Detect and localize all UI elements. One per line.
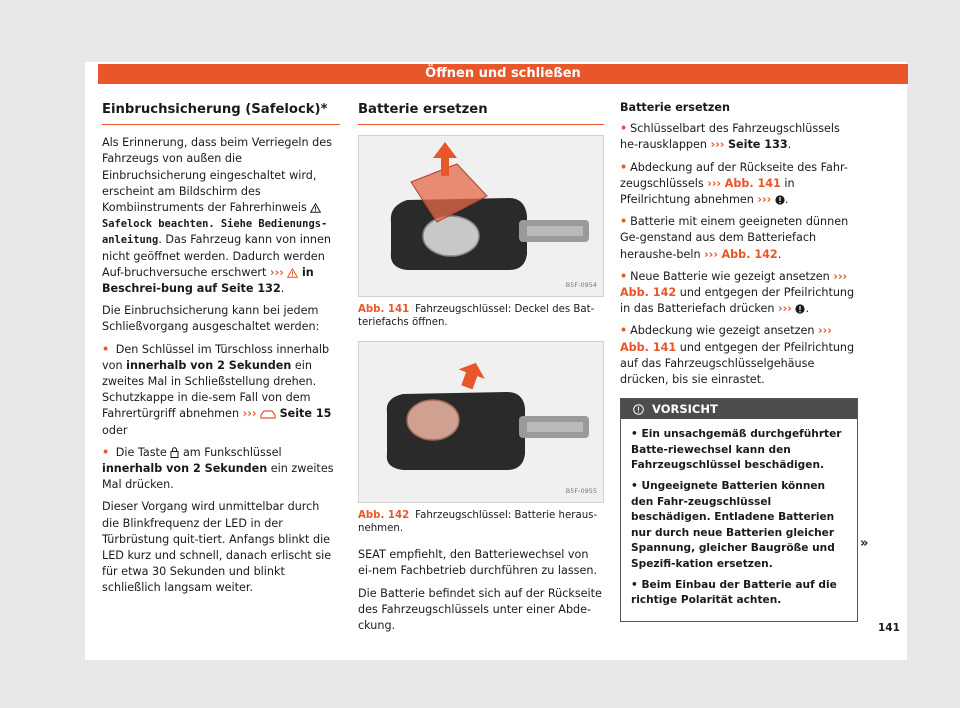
list-item: • Den Schlüssel im Türschloss innerhalb von innerhalb von 2 Sekunden ein zweites Mal in Schließstellung drehen. Schutzkappe in die-sem Fall von dem Fahrertürgriff abnehmen ››› Seite 15 oder: [102, 342, 332, 437]
warning-triangle-icon: [287, 268, 298, 278]
continued-marker: »: [860, 536, 869, 551]
figure-141-image: [358, 135, 604, 297]
list-item: • Schlüsselbart des Fahrzeugschlüssels he-rausklappen ››› Seite 133.: [620, 122, 840, 152]
warning-item: • Ein unsachgemäß durchgeführter Batte-riewechsel kann den Fahrzeugschlüssel beschädigen.: [631, 428, 842, 472]
key-cover-illustration: [359, 136, 604, 297]
figure-reference-link[interactable]: Abb. 141: [620, 340, 677, 354]
figure-code: B5F-0954: [565, 281, 597, 289]
warning-item: • Ungeeignete Batterien können den Fahr-zeugschlüssel beschädigen. Entladene Batterien nur durch neue Batterien gleicher Spannung, gleicher Baugröße und Spezifi-kation ersetzen.: [631, 480, 835, 570]
driver-message: Safelock beachten. Siehe Bedienungs-anleitung: [102, 218, 328, 247]
page-reference-link[interactable]: Seite 133: [727, 138, 788, 152]
list-item: • Abdeckung wie gezeigt ansetzen ››› Abb. 141 und entgegen der Pfeilrichtung auf das Fahrzeugschlüsselgehäuse drücken, bis sie einrastet.: [620, 324, 855, 387]
caution-circle-icon: [633, 404, 644, 415]
figure-142-caption: Abb. 142 Fahrzeugschlüssel: Batterie heraus-nehmen.: [358, 510, 598, 535]
info-circle-icon: [795, 304, 805, 314]
car-key-icon: [260, 409, 276, 420]
lock-icon: [170, 447, 179, 458]
figure-141-caption: Abb. 141 Fahrzeugschlüssel: Deckel des Bat-teriefachs öffnen.: [358, 304, 595, 329]
figure-reference-link[interactable]: Abb. 141: [724, 176, 781, 190]
figure-142-image: [358, 341, 604, 503]
figure-reference-link[interactable]: Abb. 142: [721, 247, 778, 261]
battery-location: Die Batterie befindet sich auf der Rückseite des Fahrzeugschlüssels unter einer Abde-ckung.: [358, 586, 602, 633]
section-heading-safelock: Einbruchsicherung (Safelock)*: [102, 102, 340, 125]
list-item: • Batterie mit einem geeigneten dünnen Ge-genstand aus dem Batteriefach heraushe-beln ››› Abb. 142.: [620, 215, 849, 261]
warning-box: [620, 398, 858, 621]
battery-removal-illustration: [359, 342, 604, 503]
info-circle-icon: [775, 195, 785, 205]
warning-item: • Beim Einbau der Batterie auf die richtige Polarität achten.: [631, 578, 837, 607]
page-number: 141: [878, 622, 900, 634]
list-item: • Neue Batterie wie gezeigt ansetzen ››› Abb. 142 und entgegen der Pfeilrichtung in das Batteriefach drücken ››› .: [620, 269, 855, 316]
list-item: • Abdeckung auf der Rückseite des Fahr-zeugschlüssels ››› Abb. 141 in Pfeilrichtung abnehmen ››› .: [620, 160, 848, 207]
steps-heading: Batterie ersetzen: [620, 101, 730, 114]
column-battery-figures: [358, 102, 604, 640]
page-reference-link[interactable]: in Beschrei-bung auf Seite 132: [102, 265, 314, 296]
section-heading-battery: Batterie ersetzen: [358, 102, 604, 125]
led-description: Dieser Vorgang wird unmittelbar durch die Blinkfrequenz der LED in der Türbrüstung quit-tiert. Anfangs blinkt die LED kurz und schnell, danach erlischt sie für etwa 30 Sekunden und blinkt schließlich langsam weiter.: [102, 500, 332, 595]
figure-reference-link[interactable]: Abb. 142: [620, 286, 677, 300]
page-reference-link[interactable]: Seite 15: [279, 407, 332, 421]
column-battery-steps: [620, 100, 858, 622]
chapter-header: Öffnen und schließen: [98, 64, 908, 84]
warning-header: VORSICHT: [621, 399, 857, 419]
safelock-intro: Als Erinnerung, dass beim Verriegeln des Fahrzeugs von außen die Einbruchsicherung eingeschaltet wird, erscheint am Bildschirm des Kombiinstruments der Fahrerhinweis Safelock beachten. Siehe Bedienungs-anleitung. Das Fahrzeug kann von innen nicht geöffnet werden. Dadurch werden Auf-bruchversuche erschwert ››› in Beschrei-bung auf Seite 132.: [102, 136, 332, 296]
warning-body: [621, 419, 857, 620]
column-safelock: [102, 102, 340, 603]
warning-triangle-icon: [310, 203, 321, 213]
seat-recommendation: SEAT empfiehlt, den Batteriewechsel von ei-nem Fachbetrieb durchführen zu lassen.: [358, 548, 598, 578]
figure-code: B5F-0955: [565, 487, 597, 495]
safelock-disable-intro: Die Einbruchsicherung kann bei jedem Schließvorgang ausgeschaltet werden:: [102, 304, 320, 334]
list-item: • Die Taste am Funkschlüssel innerhalb von 2 Sekunden ein zweites Mal drücken.: [102, 445, 334, 492]
